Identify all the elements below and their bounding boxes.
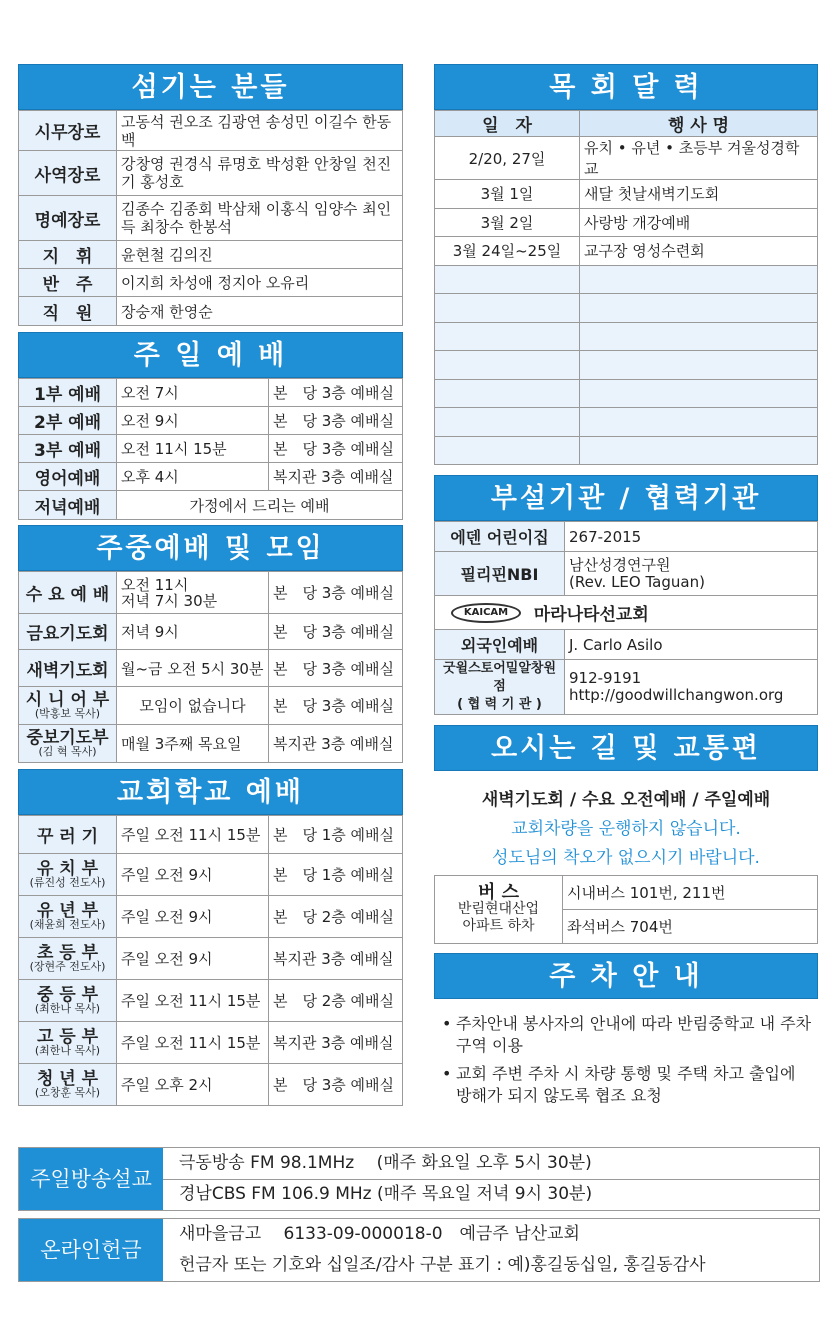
school-time: 주일 오전 9시 [117, 938, 269, 980]
evening-label: 저녁예배 [19, 491, 117, 520]
sunday-table [18, 378, 403, 520]
leader-name: (최한나 목사) [34, 1043, 101, 1057]
leader-name: (장현주 전도사) [29, 959, 106, 973]
directions-notice [434, 771, 818, 875]
parking-item: • 주차안내 봉사자의 안내에 따라 반림중학교 내 주차구역 이용 [442, 1013, 812, 1057]
affiliate-value: J. Carlo Asilo [565, 630, 818, 660]
weekday-label: 수 요 예 배 [19, 572, 117, 614]
school-place: 복지관 3층 예배실 [269, 1022, 403, 1064]
online-box [18, 1218, 820, 1282]
leader-name: (최한나 목사) [34, 1001, 101, 1015]
sunday-place: 복지관 3층 예배실 [269, 463, 403, 491]
parking-item: • 교회 주변 주차 시 차량 통행 및 주택 차고 출입에 방해가 되지 않도록 협조 요청 [442, 1063, 812, 1107]
calendar-event: 유치 • 유년 • 초등부 겨울성경학교 [580, 137, 818, 180]
calendar-date [435, 294, 580, 323]
broadcast-box [18, 1147, 820, 1211]
broadcast-label: 주일방송설교 [19, 1148, 163, 1210]
calendar-date [435, 379, 580, 408]
sunday-time: 오전 7시 [117, 379, 269, 407]
calendar-col-event: 행 사 명 [580, 111, 818, 137]
calendar-event [580, 322, 818, 351]
weekday-place: 복지관 3층 예배실 [269, 725, 403, 763]
directions-line3: 성도님의 착오가 없으시기 바랍니다. [492, 848, 760, 868]
servers-value: 장숭재 한영순 [117, 297, 403, 326]
weekday-table [18, 571, 403, 763]
school-label: 고 등 부 (최한나 목사) [19, 1022, 117, 1064]
weekday-place: 본 당 3층 예배실 [269, 650, 403, 687]
calendar-event [580, 351, 818, 380]
school-time: 주일 오전 11시 15분 [117, 1022, 269, 1064]
online-line: 새마을금고 6133-09-000018-0 예금주 남산교회 [179, 1224, 580, 1244]
bus-stop-cell [435, 876, 563, 944]
servers-value: 윤현철 김의진 [117, 241, 403, 269]
weekday-label: 시 니 어 부 (박홍보 목사) [19, 687, 117, 725]
broadcast-line: 경남CBS FM 106.9 MHz (매주 목요일 저녁 9시 30분) [179, 1184, 593, 1204]
mission-label: 마라나타선교회 [533, 605, 649, 625]
servers-label: 직 원 [19, 297, 117, 326]
school-label: 유 치 부 (류진성 전도사) [19, 854, 117, 896]
bus-table [434, 875, 818, 944]
servers-header: 섬기는 분들 [18, 64, 403, 110]
servers-value: 강창영 권경식 류명호 박성환 안창일 천진기 홍성호 [117, 151, 403, 196]
school-label: 중 등 부 (최한나 목사) [19, 980, 117, 1022]
calendar-date: 3월 2일 [435, 208, 580, 237]
calendar-date [435, 436, 580, 465]
affiliate-label: 외국인예배 [435, 630, 565, 660]
school-label: 꾸 러 기 [19, 816, 117, 854]
weekday-header: 주중예배 및 모임 [18, 525, 403, 571]
weekday-label: 중보기도부 (김 혁 목사) [19, 725, 117, 763]
bus-stop: 반림현대산업 아파트 하차 [457, 901, 540, 934]
weekday-time: 오전 11시 저녁 7시 30분 [117, 572, 269, 614]
online-label: 온라인헌금 [19, 1219, 163, 1281]
sunday-place: 본 당 3층 예배실 [269, 407, 403, 435]
sunday-label: 영어예배 [19, 463, 117, 491]
directions-header: 오시는 길 및 교통편 [434, 725, 818, 771]
servers-value: 이지희 차성애 정지아 오유리 [117, 269, 403, 297]
calendar-event [580, 294, 818, 323]
left-column [18, 64, 403, 1106]
weekday-label: 금요기도회 [19, 614, 117, 650]
school-place: 본 당 1층 예배실 [269, 854, 403, 896]
servers-label: 명예장로 [19, 196, 117, 241]
parking-header: 주 차 안 내 [434, 953, 818, 999]
sunday-time: 오전 9시 [117, 407, 269, 435]
calendar-date [435, 322, 580, 351]
calendar-event: 교구장 영성수련회 [580, 237, 818, 266]
school-time: 주일 오전 11시 15분 [117, 816, 269, 854]
weekday-time: 월~금 오전 5시 30분 [117, 650, 269, 687]
school-header: 교회학교 예배 [18, 769, 403, 815]
affiliate-label: 굿윌스토어밀알창원점 ( 협 력 기 관 ) [435, 660, 565, 715]
servers-value: 고동석 권오조 김광연 송성민 이길수 한동백 [117, 111, 403, 151]
servers-label: 지 휘 [19, 241, 117, 269]
affiliates-table [434, 521, 818, 715]
leader-name: (박홍보 목사) [34, 706, 101, 720]
sunday-time: 오후 4시 [117, 463, 269, 491]
school-time: 주일 오전 9시 [117, 896, 269, 938]
affiliates-header: 부설기관 / 협력기관 [434, 475, 818, 521]
calendar-date [435, 408, 580, 437]
bus-line: 시내버스 101번, 211번 [563, 876, 818, 910]
weekday-label: 새벽기도회 [19, 650, 117, 687]
bus-line: 좌석버스 704번 [563, 910, 818, 944]
sunday-place: 본 당 3층 예배실 [269, 435, 403, 463]
school-time: 주일 오전 9시 [117, 854, 269, 896]
school-place: 본 당 3층 예배실 [269, 1064, 403, 1106]
affiliate-value: 912-9191 http://goodwillchangwon.org [565, 660, 818, 715]
calendar-col-date: 일 자 [435, 111, 580, 137]
sunday-label: 3부 예배 [19, 435, 117, 463]
mission-row [435, 596, 818, 630]
servers-label: 반 주 [19, 269, 117, 297]
affiliate-value: 267-2015 [565, 522, 818, 552]
leader-name: (채윤희 전도사) [29, 917, 106, 931]
weekday-time: 매월 3주째 목요일 [117, 725, 269, 763]
school-table [18, 815, 403, 1106]
calendar-date: 3월 1일 [435, 180, 580, 209]
calendar-event [580, 408, 818, 437]
calendar-event [580, 436, 818, 465]
school-time: 주일 오전 11시 15분 [117, 980, 269, 1022]
kaicam-logo: KAICAM [451, 603, 521, 623]
sunday-header: 주 일 예 배 [18, 332, 403, 378]
weekday-place: 본 당 3층 예배실 [269, 614, 403, 650]
weekday-place: 본 당 3층 예배실 [269, 572, 403, 614]
bus-label: 버 스 [477, 882, 520, 903]
directions-line1: 새벽기도회 / 수요 오전예배 / 주일예배 [481, 790, 771, 810]
sunday-label: 1부 예배 [19, 379, 117, 407]
school-place: 본 당 2층 예배실 [269, 980, 403, 1022]
leader-name: (김 혁 목사) [38, 744, 97, 758]
sunday-time: 오전 11시 15분 [117, 435, 269, 463]
calendar-date [435, 351, 580, 380]
affiliate-label: 필리핀NBI [435, 552, 565, 596]
evening-value: 가정에서 드리는 예배 [117, 491, 403, 520]
servers-label: 시무장로 [19, 111, 117, 151]
right-column [434, 64, 818, 1113]
calendar-header: 목 회 달 력 [434, 64, 818, 110]
school-label: 유 년 부 (채윤희 전도사) [19, 896, 117, 938]
school-label: 초 등 부 (장현주 전도사) [19, 938, 117, 980]
school-place: 본 당 1층 예배실 [269, 816, 403, 854]
school-place: 복지관 3층 예배실 [269, 938, 403, 980]
servers-value: 김종수 김종회 박삼채 이홍식 임양수 최인득 최창수 한봉석 [117, 196, 403, 241]
school-place: 본 당 2층 예배실 [269, 896, 403, 938]
calendar-event: 사랑방 개강예배 [580, 208, 818, 237]
sunday-label: 2부 예배 [19, 407, 117, 435]
calendar-date [435, 265, 580, 294]
leader-name: (오창훈 목사) [34, 1085, 101, 1099]
weekday-place: 본 당 3층 예배실 [269, 687, 403, 725]
school-time: 주일 오후 2시 [117, 1064, 269, 1106]
affiliate-value: 남산성경연구원 (Rev. LEO Taguan) [565, 552, 818, 596]
servers-label: 사역장로 [19, 151, 117, 196]
calendar-event [580, 265, 818, 294]
calendar-event: 새달 첫날새벽기도회 [580, 180, 818, 209]
weekday-time: 모임이 없습니다 [117, 687, 269, 725]
servers-table [18, 110, 403, 326]
sunday-place: 본 당 3층 예배실 [269, 379, 403, 407]
weekday-time: 저녁 9시 [117, 614, 269, 650]
online-line: 헌금자 또는 기호와 십일조/감사 구분 표기 : 예)홍길동십일, 홍길동감사 [179, 1255, 706, 1275]
calendar-date: 3월 24일~25일 [435, 237, 580, 266]
leader-name: (류진성 전도사) [29, 875, 106, 889]
calendar-event [580, 379, 818, 408]
calendar-date: 2/20, 27일 [435, 137, 580, 180]
affiliate-label: 에덴 어린이집 [435, 522, 565, 552]
directions-line2: 교회차량을 운행하지 않습니다. [511, 819, 741, 839]
parking-list [434, 999, 818, 1107]
calendar-table [434, 110, 818, 465]
broadcast-line: 극동방송 FM 98.1MHz (매주 화요일 오후 5시 30분) [163, 1148, 819, 1180]
school-label: 청 년 부 (오창훈 목사) [19, 1064, 117, 1106]
